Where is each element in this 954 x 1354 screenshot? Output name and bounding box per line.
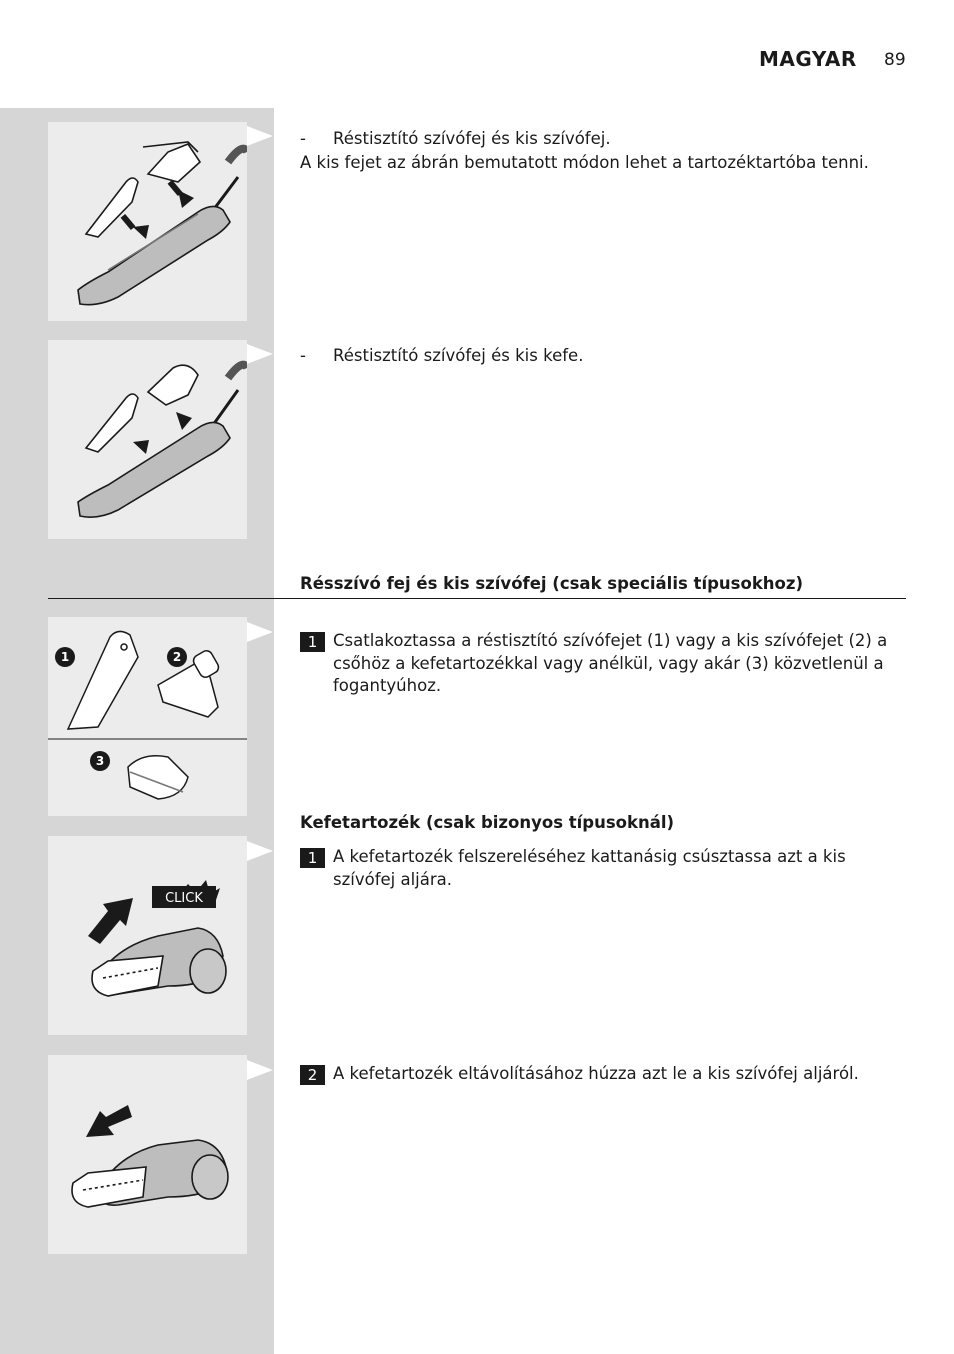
step-text-remove-brush: A kefetartozék eltávolításához húzza azt le a kis szívófej aljáról. (333, 1064, 859, 1083)
step-badge: 1 (300, 848, 325, 868)
step-badge: 2 (300, 1065, 325, 1085)
pointer-arrow (247, 344, 273, 364)
illustration-remove-brush (48, 1055, 247, 1254)
illustration-nozzle-options (48, 617, 247, 816)
illustration-crevice-brush-storage (48, 340, 247, 539)
figure-label-2: 2 (172, 650, 182, 664)
illustration-attach-brush (48, 836, 247, 1035)
pointer-arrow (247, 1060, 273, 1080)
step-text-connect-nozzle: Csatlakoztassa a réstisztító szívófejet (1) vagy a kis szívófejet (2) a csőhöz a kefetartozékkal vagy anélkül, vagy akár (3) közvetlenül a fogantyúhoz. (333, 631, 888, 695)
section-heading-crevice: Résszívó fej és kis szívófej (csak speciális típusokhoz) (300, 574, 804, 593)
step-text-attach-brush: A kefetartozék felszereléséhez kattanásig csúsztassa azt a kis szívófej aljára. (333, 847, 846, 889)
click-label: CLICK (165, 891, 203, 906)
step-badge: 1 (300, 632, 325, 652)
list-dash: - (300, 129, 306, 148)
language-heading: MAGYAR (759, 47, 857, 71)
section-divider (48, 598, 906, 599)
pointer-arrow (247, 126, 273, 146)
storage-note: A kis fejet az ábrán bemutatott módon lehet a tartozéktartóba tenni. (300, 153, 869, 172)
list-dash: - (300, 346, 306, 365)
pointer-arrow (247, 841, 273, 861)
list-item-crevice-and-brush: Réstisztító szívófej és kis kefe. (333, 346, 584, 365)
page-number: 89 (884, 50, 906, 70)
figure-label-1: 1 (60, 650, 70, 664)
illustration-crevice-nozzle-storage (48, 122, 247, 321)
section-heading-brush-accessory: Kefetartozék (csak bizonyos típusoknál) (300, 813, 675, 832)
figure-label-3: 3 (95, 754, 105, 768)
pointer-arrow (247, 622, 273, 642)
list-item-crevice-and-small-nozzle: Réstisztító szívófej és kis szívófej. (333, 129, 611, 148)
